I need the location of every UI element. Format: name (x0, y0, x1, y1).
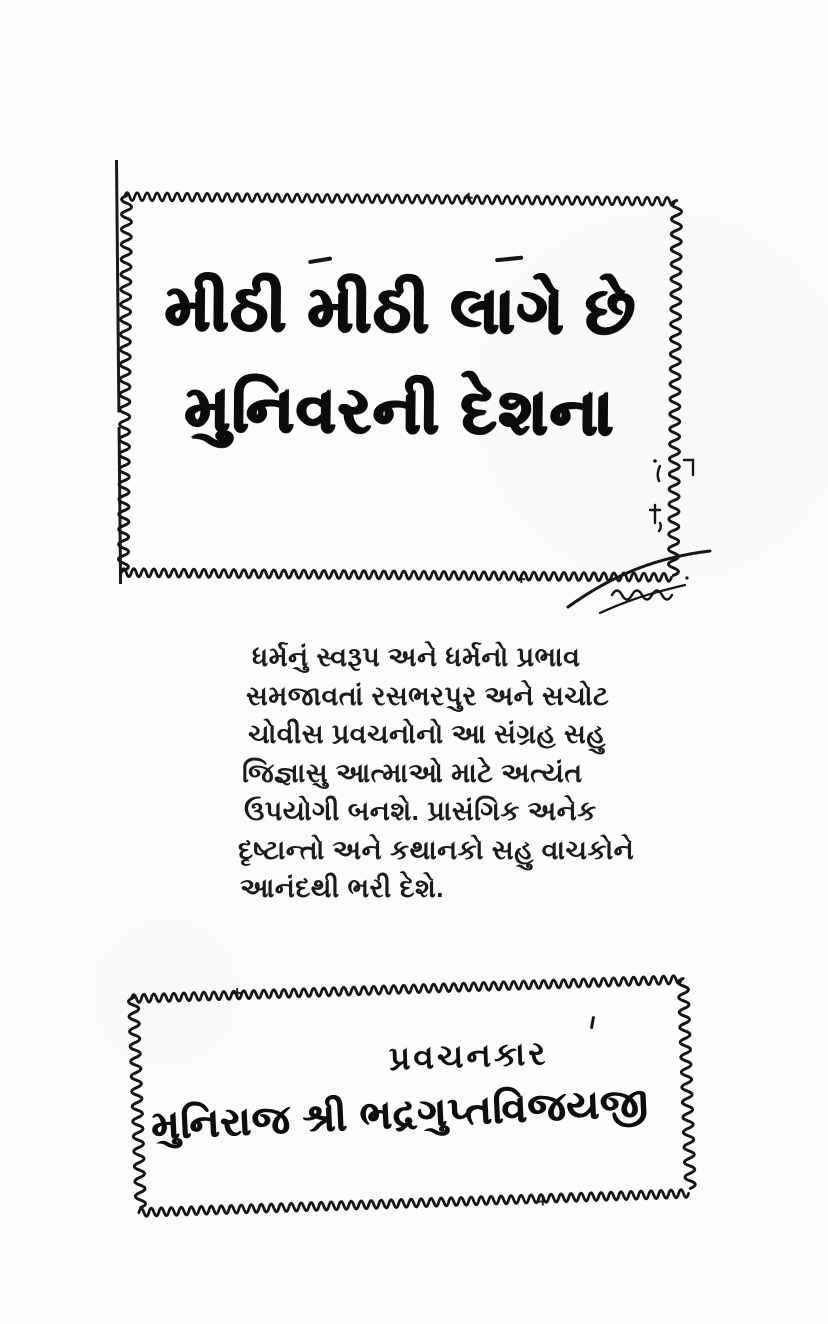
blurb-paragraph (238, 638, 635, 908)
blurb-line: ઉપયોગી બનશે. પ્રાસંગિક અનેક (244, 796, 597, 826)
blurb-line: જિજ્ઞાસુ આત્માઓ માટે અત્યંત (242, 757, 583, 788)
blurb-line: ચોવીસ પ્રવચનોનો આ સંગ્રહ સહુ (248, 719, 606, 749)
border-join-mark (516, 574, 525, 583)
author-box (130, 977, 693, 1214)
border-join-mark (464, 193, 473, 202)
author-name: મુનિરાજ શ્રી ભદ્રગુપ્તવિજયજી (150, 1080, 650, 1149)
zigzag-border-top (124, 191, 680, 208)
blurb-line: આનંદથી ભરી દેશે. (240, 873, 445, 903)
pen-scribble-marks (560, 445, 735, 620)
border-join-mark (232, 988, 241, 997)
blurb-line: ધર્મનું સ્વરૂપ અને ધર્મનો પ્રભાવ (252, 642, 581, 672)
zigzag-border-top (130, 973, 686, 1004)
blurb-line: સમજાવતાં રસભરપુર અને સચોટ (246, 680, 610, 711)
book-title (121, 257, 679, 464)
border-join-mark (538, 1196, 547, 1205)
book-title-line-1: મીઠી મીઠી લાગે છે (164, 270, 637, 348)
speaker-role-label: પ્રવચનકાર (388, 1034, 549, 1077)
blurb-line: દૃષ્ટાન્તો અને કથાનકો સહુ વાચકોને (238, 834, 635, 865)
book-title-line-2: મુનિવરની દેશના (184, 372, 616, 448)
zigzag-border-bottom (138, 1187, 694, 1218)
